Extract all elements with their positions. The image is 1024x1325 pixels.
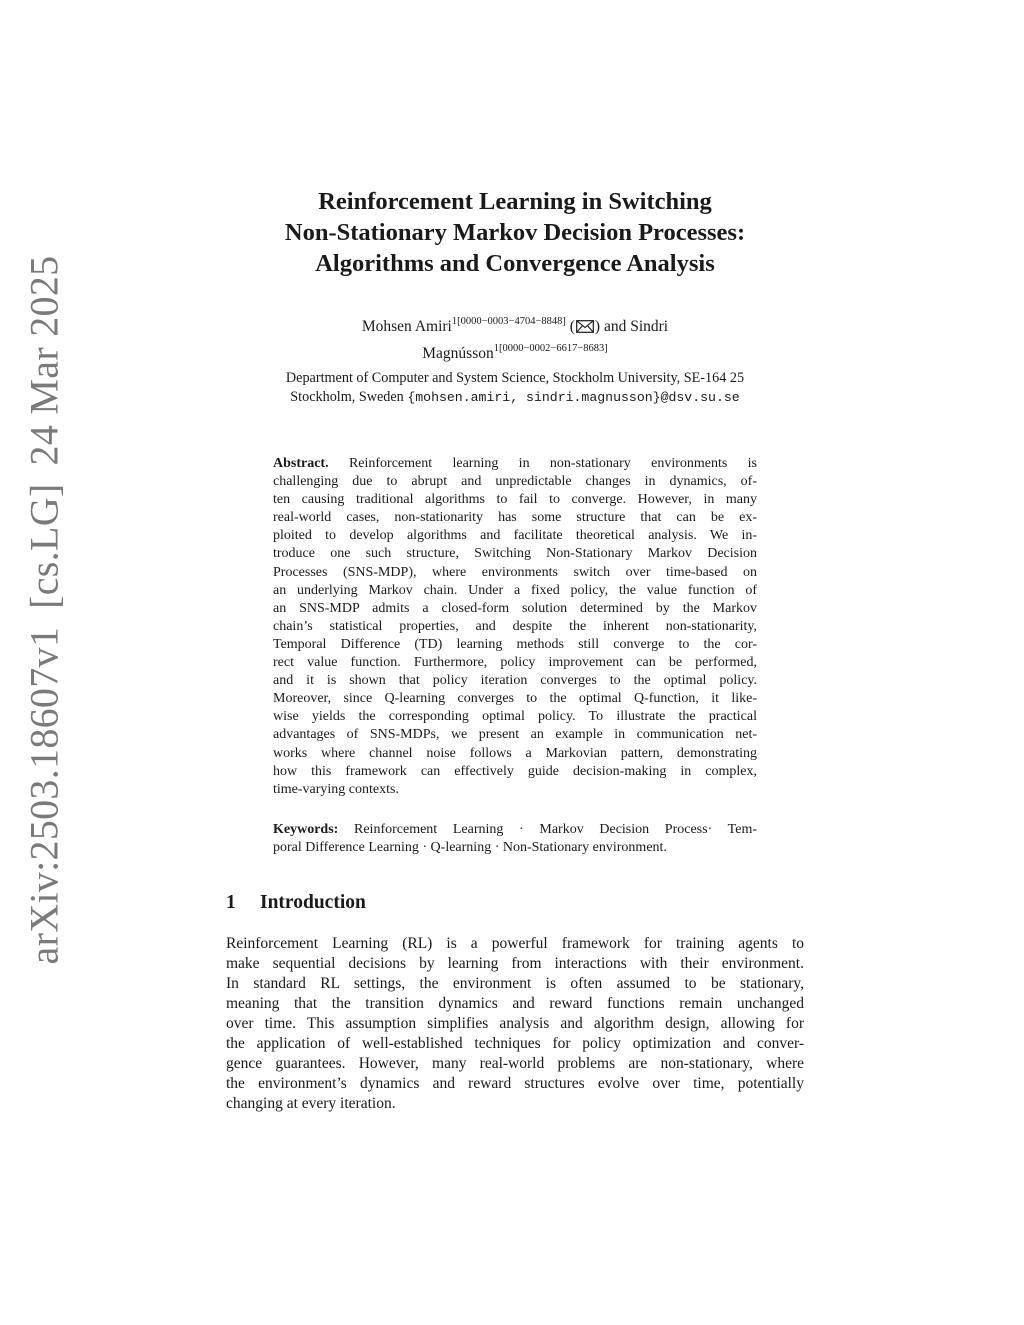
- abstract-line: wise yields the corresponding optimal policy. To illustrate the practical: [273, 709, 757, 725]
- abstract-line: and it is shown that policy iteration converges to the optimal policy.: [273, 673, 757, 689]
- arxiv-watermark: [21, 256, 68, 965]
- body-line: over time. This assumption simplifies analysis and algorithm design, allowing for: [226, 1015, 804, 1032]
- author-email[interactable]: {mohsen.amiri, sindri.magnusson}@dsv.su.se: [407, 390, 740, 405]
- affiliation-line-2: [220, 388, 810, 407]
- body-line: Reinforcement Learning (RL) is a powerful framework for training agents to: [226, 935, 804, 952]
- section-number: 1: [226, 892, 236, 913]
- abstract-line: Abstract. Reinforcement learning in non-stationary environments is: [273, 456, 758, 471]
- arxiv-id: arXiv:2503.18607v1: [21, 626, 67, 965]
- abstract-line: Temporal Difference (TD) learning methods still converge to the cor-: [273, 636, 757, 652]
- abstract-line: an underlying Markov chain. Under a fixed policy, the value function of: [273, 582, 757, 598]
- arxiv-date: 24 Mar 2025: [21, 255, 67, 466]
- author-line-1: Mohsen Amiri$^{1[0000-0003-4704-8848]}$ ( ) and Sindri: [240, 312, 790, 339]
- abstract-line: Processes (SNS-MDP), where environments switch over time-based on: [273, 564, 757, 580]
- author-name: Magnússon: [422, 345, 494, 363]
- abstract-line: advantages of SNS-MDPs, we present an example in communication net-: [273, 727, 757, 743]
- envelope-icon[interactable]: [576, 318, 594, 339]
- body-line: the application of well-established techniques for policy optimization and conver-: [226, 1035, 804, 1052]
- body-line: the environment’s dynamics and reward structures evolve over time, potentially: [226, 1075, 804, 1092]
- author-orcid: 1[0000−0002−6617−8683]: [493, 343, 608, 355]
- keywords-line: poral Difference Learning · Q-learning · Non-Stationary environment.: [273, 840, 667, 856]
- abstract-line: time-varying contexts.: [273, 781, 399, 797]
- author-line-2: [240, 339, 790, 364]
- abstract-line: Moreover, since Q-learning converges to the optimal Q-function, it like-: [273, 691, 757, 707]
- body-line: make sequential decisions by learning from interactions with their environment.: [226, 955, 804, 972]
- abstract-line: challenging due to abrupt and unpredictable changes in dynamics, of-: [273, 474, 757, 490]
- affiliation-location: Stockholm, Sweden: [290, 389, 404, 405]
- arxiv-category: [cs.LG]: [21, 483, 67, 609]
- paper-title: [200, 186, 830, 279]
- abstract-line: ploited to develop algorithms and facilitate theoretical analysis. We in-: [273, 528, 757, 544]
- author-name: Mohsen Amiri: [361, 318, 452, 336]
- abstract-line: an SNS-MDP admits a closed-form solution determined by the Markov: [273, 600, 757, 616]
- author-connector: and Sindri: [603, 318, 669, 336]
- abstract-label: Abstract.: [273, 456, 329, 471]
- abstract-line: works where channel noise follows a Markovian pattern, demonstrating: [273, 745, 757, 761]
- affiliation: [220, 369, 810, 407]
- abstract-line: troduce one such structure, Switching Non-Stationary Markov Decision: [273, 546, 757, 562]
- abstract-line: real-world cases, non-stationarity has some structure that can be ex-: [273, 510, 757, 526]
- author-orcid: 1[0000−0003−4704−8848]: [451, 316, 566, 327]
- intro-paragraph: [226, 934, 804, 1114]
- abstract-line: rect value function. Furthermore, policy improvement can be performed,: [273, 655, 757, 671]
- body-line: changing at every iteration.: [226, 1095, 396, 1112]
- section-title: Introduction: [260, 892, 366, 913]
- keywords: [273, 821, 757, 857]
- abstract-line: ten causing traditional algorithms to fail to converge. However, in many: [273, 492, 757, 508]
- author-block: [240, 312, 790, 364]
- abstract-line: how this framework can effectively guide decision-making in complex,: [273, 763, 757, 779]
- title-line: Reinforcement Learning in Switching: [318, 188, 712, 215]
- keywords-line: Keywords: Reinforcement Learning · Markov Decision Process· Tem-: [273, 822, 757, 837]
- abstract-line: chain’s statistical properties, and despite the inherent non-stationarity,: [273, 618, 757, 634]
- title-line: Algorithms and Convergence Analysis: [315, 250, 715, 277]
- affiliation-line: Department of Computer and System Science, Stockholm University, SE-164 25: [285, 370, 745, 386]
- body-line: In standard RL settings, the environment is often assumed to be stationary,: [226, 975, 804, 992]
- abstract: [273, 455, 757, 799]
- keywords-label: Keywords:: [273, 822, 339, 837]
- section-heading: [226, 891, 366, 915]
- body-line: gence guarantees. However, many real-world problems are non-stationary, where: [226, 1055, 804, 1072]
- title-line: Non-Stationary Markov Decision Processes:: [284, 219, 746, 246]
- body-line: meaning that the transition dynamics and reward functions remain unchanged: [226, 995, 804, 1012]
